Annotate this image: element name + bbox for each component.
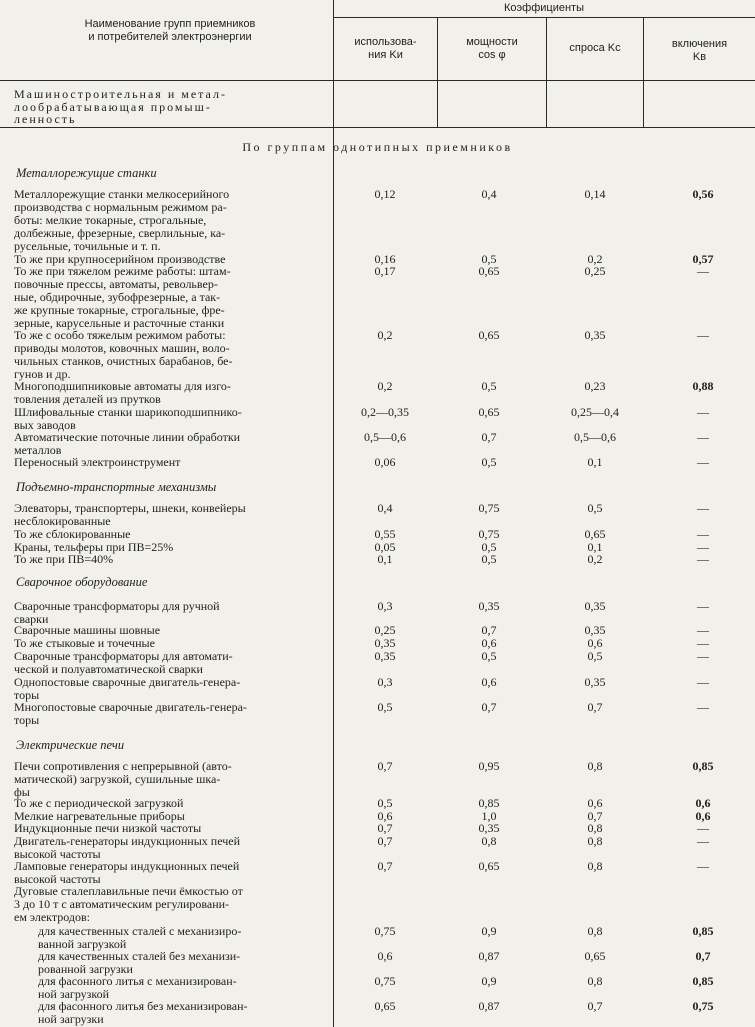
row-label-line: То же с особо тяжелым режимом работы: (14, 328, 226, 342)
value-kv: — (697, 455, 709, 469)
row-label-line: Однопостовые сварочные двигатель-генера- (14, 675, 241, 689)
value-cos: 0,65 (478, 859, 500, 873)
value-ku: 0,2—0,35 (361, 405, 409, 419)
value-cos: 0,6 (481, 675, 497, 689)
header-col-cos (438, 36, 546, 62)
row-label-line: Металлорежущие станки мелкосерийного (14, 187, 230, 201)
value-kv: 0,88 (692, 379, 714, 393)
value-ku: 0,5—0,6 (364, 430, 406, 444)
row-label-line: ем электродов: (14, 910, 90, 924)
value-ku: 0,3 (377, 599, 393, 613)
value-kv: 0,85 (692, 759, 714, 773)
header-divider-coef (333, 17, 755, 18)
value-kv: — (697, 675, 709, 689)
industry-label-line: ленность (14, 112, 77, 126)
value-cos: 0,87 (478, 949, 500, 963)
value-cos: 0,75 (478, 501, 500, 515)
value-ku: 0,75 (374, 924, 396, 938)
value-ku: 0,7 (377, 859, 393, 873)
value-kv: — (697, 636, 709, 650)
row-label-line: Двигатель-генераторы индукционных печей (14, 834, 241, 848)
value-cos: 0,5 (481, 379, 497, 393)
value-ku: 0,06 (374, 455, 396, 469)
value-ku: 0,7 (377, 821, 393, 835)
row-label-line: ческой и полуавтоматической сварки (14, 662, 203, 676)
value-cos: 0,65 (478, 264, 500, 278)
industry-label-line: Машиностроительная и метал- (14, 87, 227, 101)
value-kv: — (697, 821, 709, 835)
value-cos: 0,5 (481, 540, 497, 554)
value-ku: 0,6 (377, 809, 393, 823)
row-label-line: рованной загрузки (38, 962, 133, 976)
value-kv: 0,85 (692, 974, 714, 988)
row-label-line: Переносный электроинструмент (14, 455, 181, 469)
row-label-line: для качественных сталей с механизиро- (38, 924, 242, 938)
row-label-line: высокой частоты (14, 847, 101, 861)
industry-label (14, 88, 227, 126)
row-label-line: высокой частоты (14, 872, 101, 886)
value-cos: 0,5 (481, 455, 497, 469)
value-kc: 0,65 (584, 527, 606, 541)
value-kv: 0,85 (692, 924, 714, 938)
value-cos: 0,9 (481, 924, 497, 938)
row-label-line: Шлифовальные станки шарикоподшипнико- (14, 405, 242, 419)
value-kc: 0,1 (587, 540, 603, 554)
header-col-use-line: использова- (354, 36, 417, 48)
value-cos: 0,85 (478, 796, 500, 810)
row-label-line: То же сблокированные (14, 527, 131, 541)
row-label-line: вых заводов (14, 418, 76, 432)
row-label-line: товления деталей из прутков (14, 392, 161, 406)
value-kc: 0,7 (587, 999, 603, 1013)
value-kc: 0,35 (584, 623, 606, 637)
value-ku: 0,4 (377, 501, 393, 515)
row-label-line: ные, обдирочные, зубофрезерные, а так- (14, 290, 221, 304)
value-cos: 0,7 (481, 430, 497, 444)
value-kv: 0,7 (695, 949, 711, 963)
value-kv: 0,56 (692, 187, 714, 201)
value-kc: 0,6 (587, 796, 603, 810)
col-divider-on (643, 17, 644, 127)
value-kc: 0,6 (587, 636, 603, 650)
row-label-line: Печи сопротивления с непрерывной (авто- (14, 759, 232, 773)
row-label-line: зерные, карусельные и расточные станки (14, 316, 225, 330)
value-cos: 0,65 (478, 328, 500, 342)
value-kv: — (697, 405, 709, 419)
row-label-line: ной загрузки (38, 1012, 104, 1026)
row-label-line: Многопостовые сварочные двигатель-генера- (14, 700, 247, 714)
value-ku: 0,6 (377, 949, 393, 963)
section-title: Электрические печи (16, 738, 125, 752)
header-col-demand: спроса Kс (569, 42, 621, 54)
value-ku: 0,7 (377, 759, 393, 773)
value-kv: 0,6 (695, 809, 711, 823)
value-kv: — (697, 328, 709, 342)
row-label-line: Автоматические поточные линии обработки (14, 430, 241, 444)
header-group-title-line: Наименование групп приемников (84, 18, 256, 30)
header-col-cos-line: мощности (466, 36, 518, 48)
row-label-line: Ламповые генераторы индукционных печей (14, 859, 240, 873)
value-kc: 0,25—0,4 (571, 405, 619, 419)
value-kv: — (697, 649, 709, 663)
value-kc: 0,7 (587, 700, 603, 714)
value-kv: 0,6 (695, 796, 711, 810)
value-cos: 0,5 (481, 552, 497, 566)
value-kv: — (697, 834, 709, 848)
header-col-on (644, 38, 755, 64)
value-cos: 0,75 (478, 527, 500, 541)
value-cos: 0,35 (478, 599, 500, 613)
row-label-line: Краны, тельферы при ПВ=25% (14, 540, 174, 554)
value-cos: 0,4 (481, 187, 497, 201)
row-label-line: То же при тяжелом режиме работы: штам- (14, 264, 231, 278)
header-col-use-line: ния Kи (368, 49, 403, 61)
value-ku: 0,17 (374, 264, 396, 278)
header-col-cos-line: cos φ (478, 49, 506, 61)
value-cos: 0,87 (478, 999, 500, 1013)
row-label-line: Сварочные трансформаторы для автомати- (14, 649, 233, 663)
value-ku: 0,55 (374, 527, 396, 541)
value-kc: 0,8 (587, 859, 603, 873)
row-label-line: Многоподшипниковые автоматы для изго- (14, 379, 231, 393)
value-kc: 0,1 (587, 455, 603, 469)
row-label-line: Дуговые сталеплавильные печи ёмкостью от (14, 884, 243, 898)
value-kc: 0,5 (587, 649, 603, 663)
section-title: Металлорежущие станки (16, 166, 157, 180)
value-kv: — (697, 527, 709, 541)
row-label-line: То же при ПВ=40% (14, 552, 114, 566)
value-ku: 0,7 (377, 834, 393, 848)
row-label-line: 3 до 10 т с автоматическим регулировани- (14, 897, 230, 911)
value-ku: 0,12 (374, 187, 396, 201)
header-group-title-line: и потребителей электроэнергии (88, 31, 252, 43)
value-kv: — (697, 552, 709, 566)
row-label-line: Мелкие нагревательные приборы (14, 809, 185, 823)
header-col-use (334, 36, 437, 62)
row-label-line: ной загрузкой (38, 987, 110, 1001)
row-label-line: То же при крупносерийном производстве (14, 252, 226, 266)
value-cos: 0,7 (481, 623, 497, 637)
section-title: Подъемно-транспортные механизмы (16, 480, 217, 494)
value-cos: 0,5 (481, 649, 497, 663)
value-kv: — (697, 623, 709, 637)
section-title: Сварочное оборудование (16, 575, 148, 589)
value-kv: — (697, 540, 709, 554)
row-label-line: торы (14, 713, 40, 727)
row-label-line: То же с периодической загрузкой (14, 796, 184, 810)
industry-label-line: лообрабатывающая промыш- (14, 99, 212, 114)
row-label-line: несблокированные (14, 514, 111, 528)
row-label-line: для качественных сталей без механизи- (38, 949, 241, 963)
value-kv: 0,57 (692, 252, 714, 266)
value-kc: 0,7 (587, 809, 603, 823)
value-kc: 0,25 (584, 264, 606, 278)
row-label-line: гунов и др. (14, 367, 71, 381)
row-label-line: чильных станков, очистных барабанов, бе- (14, 354, 233, 368)
value-ku: 0,75 (374, 974, 396, 988)
row-label-line: Сварочные трансформаторы для ручной (14, 599, 220, 613)
value-kc: 0,5 (587, 501, 603, 515)
row-label-line: фы (14, 785, 30, 799)
value-cos: 0,95 (478, 759, 500, 773)
value-ku: 0,5 (377, 796, 393, 810)
value-kc: 0,8 (587, 821, 603, 835)
value-ku: 0,1 (377, 552, 393, 566)
value-kc: 0,8 (587, 834, 603, 848)
value-kv: — (697, 700, 709, 714)
value-kc: 0,2 (587, 252, 603, 266)
row-label-line: для фасонного литья с механизирован- (38, 974, 237, 988)
value-kc: 0,35 (584, 675, 606, 689)
value-ku: 0,16 (374, 252, 396, 266)
value-ku: 0,05 (374, 540, 396, 554)
row-label-line: Элеваторы, транспортеры, шнеки, конвейеры (14, 501, 246, 515)
col-divider-demand (546, 17, 547, 127)
value-kv: — (697, 859, 709, 873)
row-label-line: для фасонного литья без механизирован- (38, 999, 248, 1013)
value-ku: 0,65 (374, 999, 396, 1013)
value-cos: 0,8 (481, 834, 497, 848)
value-kv: 0,75 (692, 999, 714, 1013)
value-cos: 0,6 (481, 636, 497, 650)
header-col-on-line: включения (671, 38, 728, 50)
value-cos: 0,5 (481, 252, 497, 266)
row-label-line: боты: мелкие токарные, строгальные, (14, 213, 207, 227)
value-kv: — (697, 430, 709, 444)
value-ku: 0,25 (374, 623, 396, 637)
value-cos: 0,35 (478, 821, 500, 835)
value-kv: — (697, 264, 709, 278)
value-cos: 0,65 (478, 405, 500, 419)
value-ku: 0,35 (374, 636, 396, 650)
value-cos: 0,9 (481, 974, 497, 988)
value-kv: — (697, 599, 709, 613)
value-kc: 0,8 (587, 974, 603, 988)
row-label-line: повочные прессы, автоматы, револьвер- (14, 277, 218, 291)
value-kc: 0,14 (584, 187, 606, 201)
header-group-title (30, 18, 310, 44)
value-cos: 0,7 (481, 700, 497, 714)
value-kc: 0,8 (587, 924, 603, 938)
value-ku: 0,5 (377, 700, 393, 714)
value-ku: 0,2 (377, 328, 393, 342)
row-label-line: матической) загрузкой, сушильные шка- (14, 772, 221, 786)
value-kc: 0,35 (584, 599, 606, 613)
row-label-line: Индукционные печи низкой частоты (14, 821, 202, 835)
value-kc: 0,5—0,6 (574, 430, 616, 444)
row-label-line: Сварочные машины шовные (14, 623, 161, 637)
value-kc: 0,23 (584, 379, 606, 393)
row-label-line: производства с нормальным режимом ра- (14, 200, 227, 214)
row-label-line: То же стыковые и точечные (14, 636, 155, 650)
value-kc: 0,2 (587, 552, 603, 566)
row-label-line: сварки (14, 612, 49, 626)
row-label-line: же крупные токарные, строгальные, фре- (14, 303, 225, 317)
value-kv: — (697, 501, 709, 515)
row-label-line: торы (14, 688, 40, 702)
row-label-line: долбежные, фрезерные, сверлильные, ка- (14, 226, 226, 240)
row-label-line: русельные, точильные и т. п. (14, 239, 161, 253)
industry-bottom-border (0, 127, 755, 128)
groups-heading: По группам однотипных приемников (242, 140, 513, 154)
header-coef-title: Коэффициенты (504, 2, 584, 14)
value-kc: 0,65 (584, 949, 606, 963)
header-col-on-line: Kв (692, 51, 707, 63)
row-label-line: приводы молотов, ковочных машин, воло- (14, 341, 230, 355)
value-cos: 1,0 (481, 809, 497, 823)
row-label-line: ванной загрузкой (38, 937, 127, 951)
value-kc: 0,35 (584, 328, 606, 342)
value-ku: 0,3 (377, 675, 393, 689)
header-bottom-border (0, 80, 755, 81)
value-kc: 0,8 (587, 759, 603, 773)
value-ku: 0,35 (374, 649, 396, 663)
col-divider-cos (437, 17, 438, 127)
row-label-line: металлов (14, 443, 62, 457)
value-ku: 0,2 (377, 379, 393, 393)
